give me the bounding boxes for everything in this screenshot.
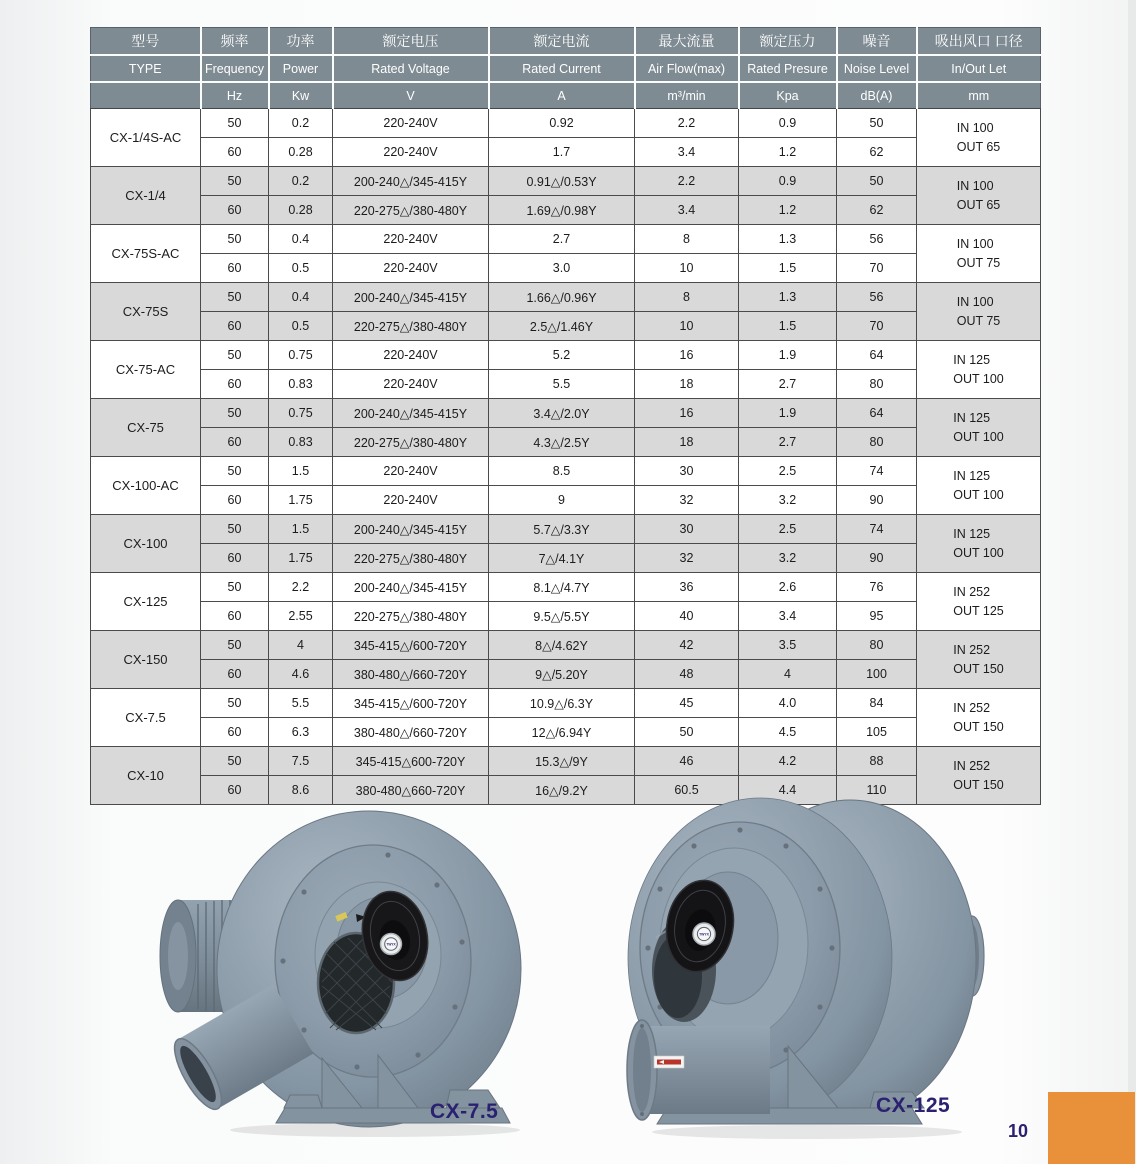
table-cell: 64 (837, 399, 917, 428)
header-row-zh (91, 28, 1041, 56)
header-cell: Rated Voltage (333, 55, 489, 82)
model-cell: CX-100 (91, 515, 201, 573)
red-label (654, 1056, 684, 1068)
table-cell: 3.4 (739, 602, 837, 631)
model-cell: CX-100-AC (91, 457, 201, 515)
inout-line: IN 100 (956, 178, 994, 193)
table-cell: 50 (201, 457, 269, 486)
table-cell: 9 (489, 486, 635, 515)
table-cell: 56 (837, 225, 917, 254)
table-cell: 2.5 (739, 457, 837, 486)
table-cell: 5.7△/3.3Y (489, 515, 635, 544)
header-cell: 型号 (91, 28, 201, 56)
table-cell: 60 (201, 660, 269, 689)
inout-cell (917, 631, 1041, 689)
inout-block (953, 641, 1004, 679)
header-cell: Noise Level (837, 55, 917, 82)
table-cell: 8.6 (269, 776, 333, 805)
table-cell: 200-240△/345-415Y (333, 167, 489, 196)
inout-line: IN 252 (953, 758, 991, 773)
table-cell: 2.7 (739, 428, 837, 457)
table-cell: 1.2 (739, 138, 837, 167)
header-cell: Kw (269, 82, 333, 109)
inout-block (953, 525, 1004, 563)
table-cell: 32 (635, 544, 739, 573)
table-cell: 10 (635, 312, 739, 341)
inout-block (953, 351, 1004, 389)
table-cell: 0.9 (739, 167, 837, 196)
table-cell: 62 (837, 196, 917, 225)
table-cell: 110 (837, 776, 917, 805)
inout-line: OUT 100 (953, 487, 1004, 502)
inout-line: IN 125 (953, 468, 991, 483)
table-cell: 345-415△600-720Y (333, 747, 489, 776)
table-cell: 84 (837, 689, 917, 718)
inout-line: OUT 65 (956, 197, 1001, 212)
table-cell: 220-275△/380-480Y (333, 312, 489, 341)
header-cell: Power (269, 55, 333, 82)
table-cell: 7.5 (269, 747, 333, 776)
table-cell: 1.69△/0.98Y (489, 196, 635, 225)
header-cell: 额定电压 (333, 28, 489, 56)
model-cell: CX-125 (91, 573, 201, 631)
table-cell: 40 (635, 602, 739, 631)
inout-cell (917, 689, 1041, 747)
ground-shadow (652, 1125, 962, 1139)
table-cell: 220-275△/380-480Y (333, 544, 489, 573)
table-cell: 0.5 (269, 312, 333, 341)
header-cell: A (489, 82, 635, 109)
header-cell: 额定压力 (739, 28, 837, 56)
inout-block (957, 177, 1001, 215)
inout-line: OUT 125 (953, 603, 1004, 618)
table-cell: 60.5 (635, 776, 739, 805)
table-cell: 2.7 (739, 370, 837, 399)
table-cell: 46 (635, 747, 739, 776)
table-cell: 1.9 (739, 399, 837, 428)
page-edge-strip (1128, 0, 1136, 1164)
table-row (91, 138, 1041, 167)
table-row (91, 573, 1041, 602)
spec-table (90, 27, 1041, 805)
header-cell: 功率 (269, 28, 333, 56)
table-cell: 0.4 (269, 225, 333, 254)
inout-block (957, 119, 1001, 157)
table-cell: 8.1△/4.7Y (489, 573, 635, 602)
table-row (91, 486, 1041, 515)
table-row (91, 225, 1041, 254)
table-cell: 95 (837, 602, 917, 631)
table-cell: 220-240V (333, 109, 489, 138)
inout-cell (917, 457, 1041, 515)
table-cell: 3.5 (739, 631, 837, 660)
table-cell: 50 (201, 689, 269, 718)
model-cell: CX-75S (91, 283, 201, 341)
product-label-cx7-5: CX-7.5 (430, 1100, 499, 1123)
table-cell: 0.2 (269, 167, 333, 196)
table-cell: 16△/9.2Y (489, 776, 635, 805)
table-cell: 1.5 (739, 312, 837, 341)
table-cell: 32 (635, 486, 739, 515)
table-cell: 60 (201, 602, 269, 631)
header-cell: Kpa (739, 82, 837, 109)
table-cell: 1.7 (489, 138, 635, 167)
table-cell: 70 (837, 312, 917, 341)
hub (693, 923, 715, 945)
table-cell: 60 (201, 312, 269, 341)
table-cell: 9△/5.20Y (489, 660, 635, 689)
model-cell: CX-75S-AC (91, 225, 201, 283)
table-cell: 100 (837, 660, 917, 689)
table-cell: 36 (635, 573, 739, 602)
inout-block (957, 293, 1001, 331)
table-cell: 8 (635, 283, 739, 312)
table-row (91, 167, 1041, 196)
inout-cell (917, 109, 1041, 167)
inout-cell (917, 399, 1041, 457)
table-cell: 1.66△/0.96Y (489, 283, 635, 312)
table-cell: 380-480△660-720Y (333, 776, 489, 805)
table-cell: 3.4△/2.0Y (489, 399, 635, 428)
hub-brand-text: TWYX (699, 932, 709, 937)
inout-line: OUT 100 (953, 429, 1004, 444)
table-cell: 7△/4.1Y (489, 544, 635, 573)
inout-line: OUT 150 (953, 661, 1004, 676)
header-cell: Air Flow(max) (635, 55, 739, 82)
table-cell: 18 (635, 428, 739, 457)
table-cell: 5.5 (269, 689, 333, 718)
table-cell: 0.83 (269, 428, 333, 457)
table-cell: 18 (635, 370, 739, 399)
table-cell: 3.2 (739, 544, 837, 573)
spec-table-container (90, 27, 1040, 805)
table-cell: 50 (201, 225, 269, 254)
table-cell: 10 (635, 254, 739, 283)
table-cell: 6.3 (269, 718, 333, 747)
table-cell: 0.28 (269, 196, 333, 225)
table-cell: 3.4 (635, 196, 739, 225)
hub-brand-text: TWYX (386, 942, 396, 947)
table-cell: 1.3 (739, 283, 837, 312)
table-cell: 60 (201, 370, 269, 399)
table-row (91, 457, 1041, 486)
table-cell: 50 (201, 109, 269, 138)
table-cell: 8△/4.62Y (489, 631, 635, 660)
table-cell: 220-275△/380-480Y (333, 602, 489, 631)
table-cell: 90 (837, 486, 917, 515)
table-cell: 2.2 (635, 167, 739, 196)
table-cell: 50 (201, 167, 269, 196)
inout-line: OUT 150 (953, 777, 1004, 792)
table-row (91, 747, 1041, 776)
model-cell: CX-10 (91, 747, 201, 805)
table-cell: 0.2 (269, 109, 333, 138)
table-cell: 5.2 (489, 341, 635, 370)
inout-cell (917, 573, 1041, 631)
table-row (91, 689, 1041, 718)
table-cell: 50 (201, 399, 269, 428)
table-row (91, 660, 1041, 689)
spec-table-body (91, 109, 1041, 805)
header-cell: Rated Current (489, 55, 635, 82)
table-row (91, 544, 1041, 573)
table-cell: 380-480△/660-720Y (333, 660, 489, 689)
table-cell: 4 (269, 631, 333, 660)
outlet-pipe (627, 1020, 770, 1120)
table-cell: 80 (837, 631, 917, 660)
model-cell: CX-75-AC (91, 341, 201, 399)
blower-photo-cx125 (612, 788, 1028, 1140)
table-cell: 60 (201, 544, 269, 573)
table-cell: 4 (739, 660, 837, 689)
table-cell: 30 (635, 457, 739, 486)
table-cell: 74 (837, 457, 917, 486)
header-cell: 噪音 (837, 28, 917, 56)
header-cell: Rated Presure (739, 55, 837, 82)
table-cell: 70 (837, 254, 917, 283)
table-cell: 50 (201, 283, 269, 312)
inout-line: IN 100 (956, 120, 994, 135)
table-cell: 42 (635, 631, 739, 660)
table-row (91, 370, 1041, 399)
table-cell: 90 (837, 544, 917, 573)
header-row-unit (91, 82, 1041, 109)
table-cell: 8 (635, 225, 739, 254)
table-cell: 2.5 (739, 515, 837, 544)
table-cell: 50 (201, 747, 269, 776)
inout-line: OUT 150 (953, 719, 1004, 734)
table-cell: 200-240△/345-415Y (333, 283, 489, 312)
table-cell: 0.83 (269, 370, 333, 399)
model-cell: CX-1/4 (91, 167, 201, 225)
table-cell: 4.0 (739, 689, 837, 718)
table-cell: 50 (201, 341, 269, 370)
table-cell: 345-415△/600-720Y (333, 631, 489, 660)
table-cell: 3.4 (635, 138, 739, 167)
table-cell: 220-240V (333, 225, 489, 254)
table-cell: 0.28 (269, 138, 333, 167)
inout-block (957, 235, 1001, 273)
inout-cell (917, 515, 1041, 573)
table-cell: 0.92 (489, 109, 635, 138)
inout-line: OUT 65 (956, 139, 1001, 154)
page-corner-accent (1048, 1092, 1135, 1164)
table-cell: 62 (837, 138, 917, 167)
header-cell: V (333, 82, 489, 109)
table-cell: 2.7 (489, 225, 635, 254)
inout-line: IN 100 (956, 294, 994, 309)
header-cell: Frequency (201, 55, 269, 82)
hub (381, 934, 402, 955)
table-cell: 2.55 (269, 602, 333, 631)
table-cell: 16 (635, 399, 739, 428)
table-cell: 45 (635, 689, 739, 718)
inout-block (953, 467, 1004, 505)
table-cell: 1.5 (269, 457, 333, 486)
table-row (91, 428, 1041, 457)
table-cell: 3.0 (489, 254, 635, 283)
inout-line: OUT 100 (953, 545, 1004, 560)
header-cell: In/Out Let (917, 55, 1041, 82)
table-cell: 200-240△/345-415Y (333, 515, 489, 544)
table-cell: 0.4 (269, 283, 333, 312)
page-number: 10 (1007, 1121, 1029, 1141)
table-cell: 10.9△/6.3Y (489, 689, 635, 718)
table-cell: 220-240V (333, 486, 489, 515)
inout-line: OUT 75 (956, 255, 1001, 270)
table-cell: 50 (201, 631, 269, 660)
inout-line: IN 252 (953, 700, 991, 715)
table-cell: 50 (837, 167, 917, 196)
header-cell: dB(A) (837, 82, 917, 109)
inout-block (953, 699, 1004, 737)
table-row (91, 109, 1041, 138)
table-row (91, 602, 1041, 631)
header-row-en (91, 55, 1041, 82)
table-cell: 2.6 (739, 573, 837, 602)
header-cell: m³/min (635, 82, 739, 109)
table-cell: 5.5 (489, 370, 635, 399)
inout-line: IN 125 (953, 526, 991, 541)
table-cell: 0.75 (269, 399, 333, 428)
model-cell: CX-150 (91, 631, 201, 689)
table-cell: 50 (201, 573, 269, 602)
table-cell: 50 (635, 718, 739, 747)
model-cell: CX-7.5 (91, 689, 201, 747)
table-cell: 345-415△/600-720Y (333, 689, 489, 718)
table-cell: 1.75 (269, 544, 333, 573)
inout-cell (917, 341, 1041, 399)
inout-line: IN 100 (956, 236, 994, 251)
table-cell: 15.3△/9Y (489, 747, 635, 776)
table-cell: 4.6 (269, 660, 333, 689)
model-cell: CX-1/4S-AC (91, 109, 201, 167)
table-cell: 4.4 (739, 776, 837, 805)
table-cell: 2.5△/1.46Y (489, 312, 635, 341)
inout-line: OUT 100 (953, 371, 1004, 386)
table-cell: 30 (635, 515, 739, 544)
table-cell: 220-275△/380-480Y (333, 196, 489, 225)
table-cell: 1.75 (269, 486, 333, 515)
table-cell: 220-240V (333, 138, 489, 167)
table-cell: 2.2 (269, 573, 333, 602)
table-row (91, 196, 1041, 225)
table-cell: 0.75 (269, 341, 333, 370)
table-cell: 16 (635, 341, 739, 370)
inout-block (953, 583, 1004, 621)
header-cell: TYPE (91, 55, 201, 82)
table-cell: 80 (837, 428, 917, 457)
inout-line: IN 125 (953, 352, 991, 367)
table-row (91, 399, 1041, 428)
table-cell: 1.5 (269, 515, 333, 544)
table-cell: 64 (837, 341, 917, 370)
table-cell: 60 (201, 718, 269, 747)
table-cell: 12△/6.94Y (489, 718, 635, 747)
table-cell: 220-275△/380-480Y (333, 428, 489, 457)
inout-line: IN 252 (953, 642, 991, 657)
table-cell: 1.2 (739, 196, 837, 225)
model-cell: CX-75 (91, 399, 201, 457)
table-cell: 76 (837, 573, 917, 602)
table-row (91, 631, 1041, 660)
table-cell: 56 (837, 283, 917, 312)
table-cell: 1.5 (739, 254, 837, 283)
table-cell: 60 (201, 776, 269, 805)
table-cell: 0.5 (269, 254, 333, 283)
header-cell: Hz (201, 82, 269, 109)
table-cell: 220-240V (333, 370, 489, 399)
header-cell: mm (917, 82, 1041, 109)
table-cell: 220-240V (333, 341, 489, 370)
inout-line: OUT 75 (956, 313, 1001, 328)
table-row (91, 254, 1041, 283)
header-cell (91, 82, 201, 109)
inout-cell (917, 167, 1041, 225)
blower-photo-cx7-5 (150, 790, 562, 1140)
table-cell: 1.9 (739, 341, 837, 370)
table-cell: 380-480△/660-720Y (333, 718, 489, 747)
table-cell: 4.5 (739, 718, 837, 747)
table-row (91, 312, 1041, 341)
table-cell: 88 (837, 747, 917, 776)
table-cell: 60 (201, 428, 269, 457)
inout-block (953, 409, 1004, 447)
table-cell: 2.2 (635, 109, 739, 138)
table-cell: 60 (201, 196, 269, 225)
table-cell: 74 (837, 515, 917, 544)
product-label-cx125: CX-125 (876, 1094, 951, 1117)
table-row (91, 515, 1041, 544)
header-cell: 吸出风口 口径 (917, 28, 1041, 56)
table-cell: 1.3 (739, 225, 837, 254)
table-cell: 3.2 (739, 486, 837, 515)
table-cell: 60 (201, 254, 269, 283)
table-row (91, 718, 1041, 747)
table-cell: 60 (201, 486, 269, 515)
table-cell: 8.5 (489, 457, 635, 486)
inout-cell (917, 225, 1041, 283)
table-cell: 48 (635, 660, 739, 689)
header-cell: 频率 (201, 28, 269, 56)
table-cell: 9.5△/5.5Y (489, 602, 635, 631)
table-cell: 220-240V (333, 254, 489, 283)
header-cell: 最大流量 (635, 28, 739, 56)
inout-cell (917, 283, 1041, 341)
table-cell: 80 (837, 370, 917, 399)
table-cell: 4.3△/2.5Y (489, 428, 635, 457)
table-cell: 200-240△/345-415Y (333, 573, 489, 602)
table-row (91, 283, 1041, 312)
table-cell: 0.9 (739, 109, 837, 138)
table-cell: 50 (837, 109, 917, 138)
table-cell: 0.91△/0.53Y (489, 167, 635, 196)
inout-line: IN 252 (953, 584, 991, 599)
inout-line: IN 125 (953, 410, 991, 425)
spec-table-head (91, 28, 1041, 109)
header-cell: 额定电流 (489, 28, 635, 56)
table-cell: 50 (201, 515, 269, 544)
table-cell: 60 (201, 138, 269, 167)
table-cell: 200-240△/345-415Y (333, 399, 489, 428)
table-cell: 4.2 (739, 747, 837, 776)
table-cell: 220-240V (333, 457, 489, 486)
table-cell: 105 (837, 718, 917, 747)
table-row (91, 341, 1041, 370)
